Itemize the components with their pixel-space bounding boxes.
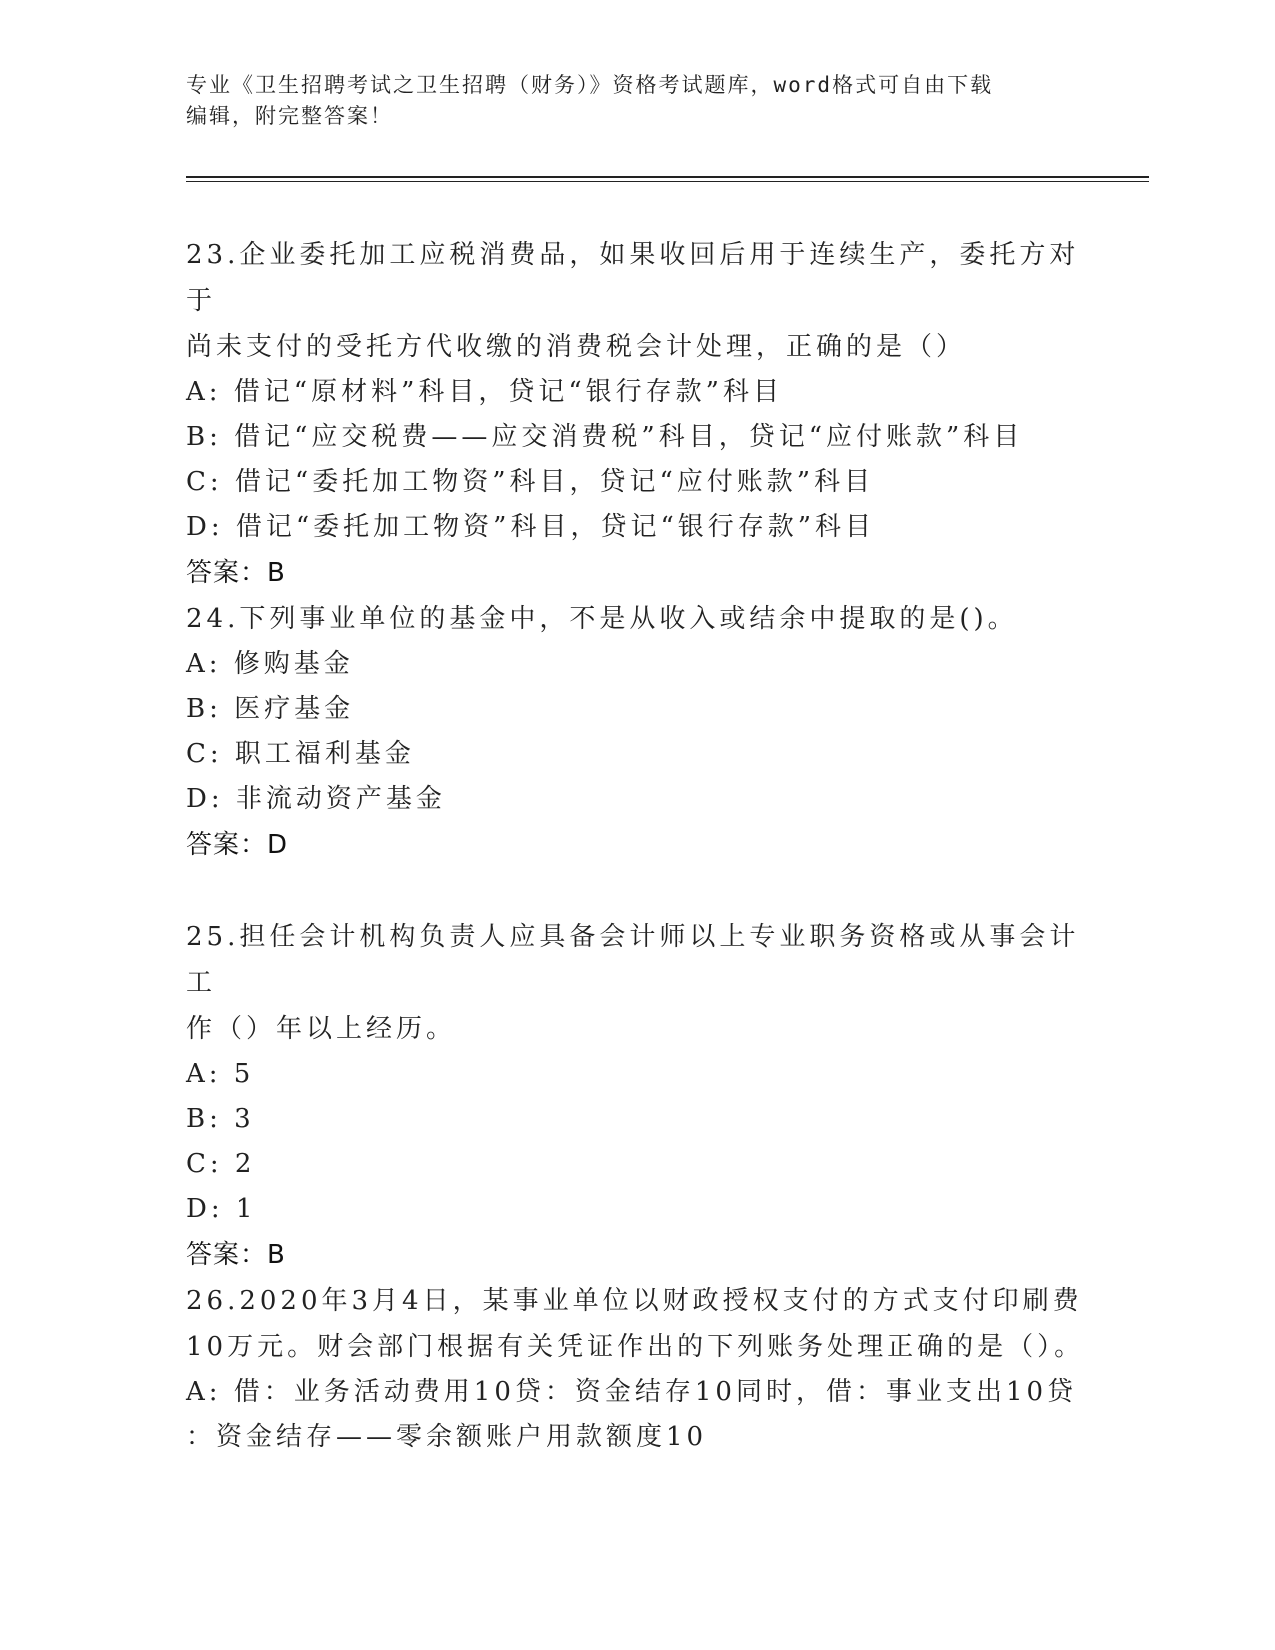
header-divider-thick: [186, 176, 1149, 178]
option-c: C: 借记“委托加工物资”科目，贷记“应付账款”科目: [186, 467, 875, 497]
question-stem-line: 作（）年以上经历。: [186, 1014, 457, 1044]
option-a: A: 修购基金: [186, 649, 354, 679]
answer-label: 答案：D: [186, 830, 289, 860]
option-a-continued: ：资金结存——零余额账户用款额度10: [186, 1422, 708, 1452]
question-stem-line: 23.企业委托加工应税消费品，如果收回后用于连续生产，委托方对于: [186, 240, 1080, 316]
answer-label: 答案：B: [186, 558, 286, 588]
document-header: [186, 70, 1066, 132]
option-d: D: 借记“委托加工物资”科目，贷记“银行存款”科目: [186, 512, 876, 542]
option-b: B: 医疗基金: [186, 694, 355, 724]
option-d: D: 非流动资产基金: [186, 784, 446, 814]
question-26: [186, 1278, 1086, 1460]
option-c: C: 2: [186, 1149, 256, 1179]
header-line-2: 编辑，附完整答案！: [186, 104, 393, 128]
option-a: A: 借记“原材料”科目，贷记“银行存款”科目: [186, 377, 783, 407]
option-b: B: 3: [186, 1104, 255, 1134]
header-line-1: 专业《卫生招聘考试之卫生招聘（财务）》资格考试题库，word格式可自由下载: [186, 73, 994, 97]
answer-label: 答案：B: [186, 1240, 286, 1270]
question-23: [186, 232, 1086, 596]
question-stem-line: 10万元。财会部门根据有关凭证作出的下列账务处理正确的是（）。: [186, 1332, 1085, 1362]
question-stem-line: 24.下列事业单位的基金中，不是从收入或结余中提取的是()。: [186, 604, 1018, 634]
option-a: A: 借：业务活动费用10贷：资金结存10同时，借：事业支出10贷: [186, 1377, 1078, 1407]
question-25: [186, 914, 1086, 1278]
option-a: A: 5: [186, 1059, 255, 1089]
question-stem-line: 26.2020年3月4日，某事业单位以财政授权支付的方式支付印刷费: [186, 1286, 1083, 1316]
option-d: D: 1: [186, 1194, 257, 1224]
question-24: [186, 596, 1086, 868]
option-c: C: 职工福利基金: [186, 739, 415, 769]
question-stem-line: 尚未支付的受托方代收缴的消费税会计处理，正确的是（）: [186, 332, 967, 362]
question-stem-line: 25.担任会计机构负责人应具备会计师以上专业职务资格或从事会计工: [186, 922, 1080, 998]
option-b: B: 借记“应交税费——应交消费税”科目，贷记“应付账款”科目: [186, 422, 1024, 452]
header-divider-thin: [186, 181, 1149, 182]
